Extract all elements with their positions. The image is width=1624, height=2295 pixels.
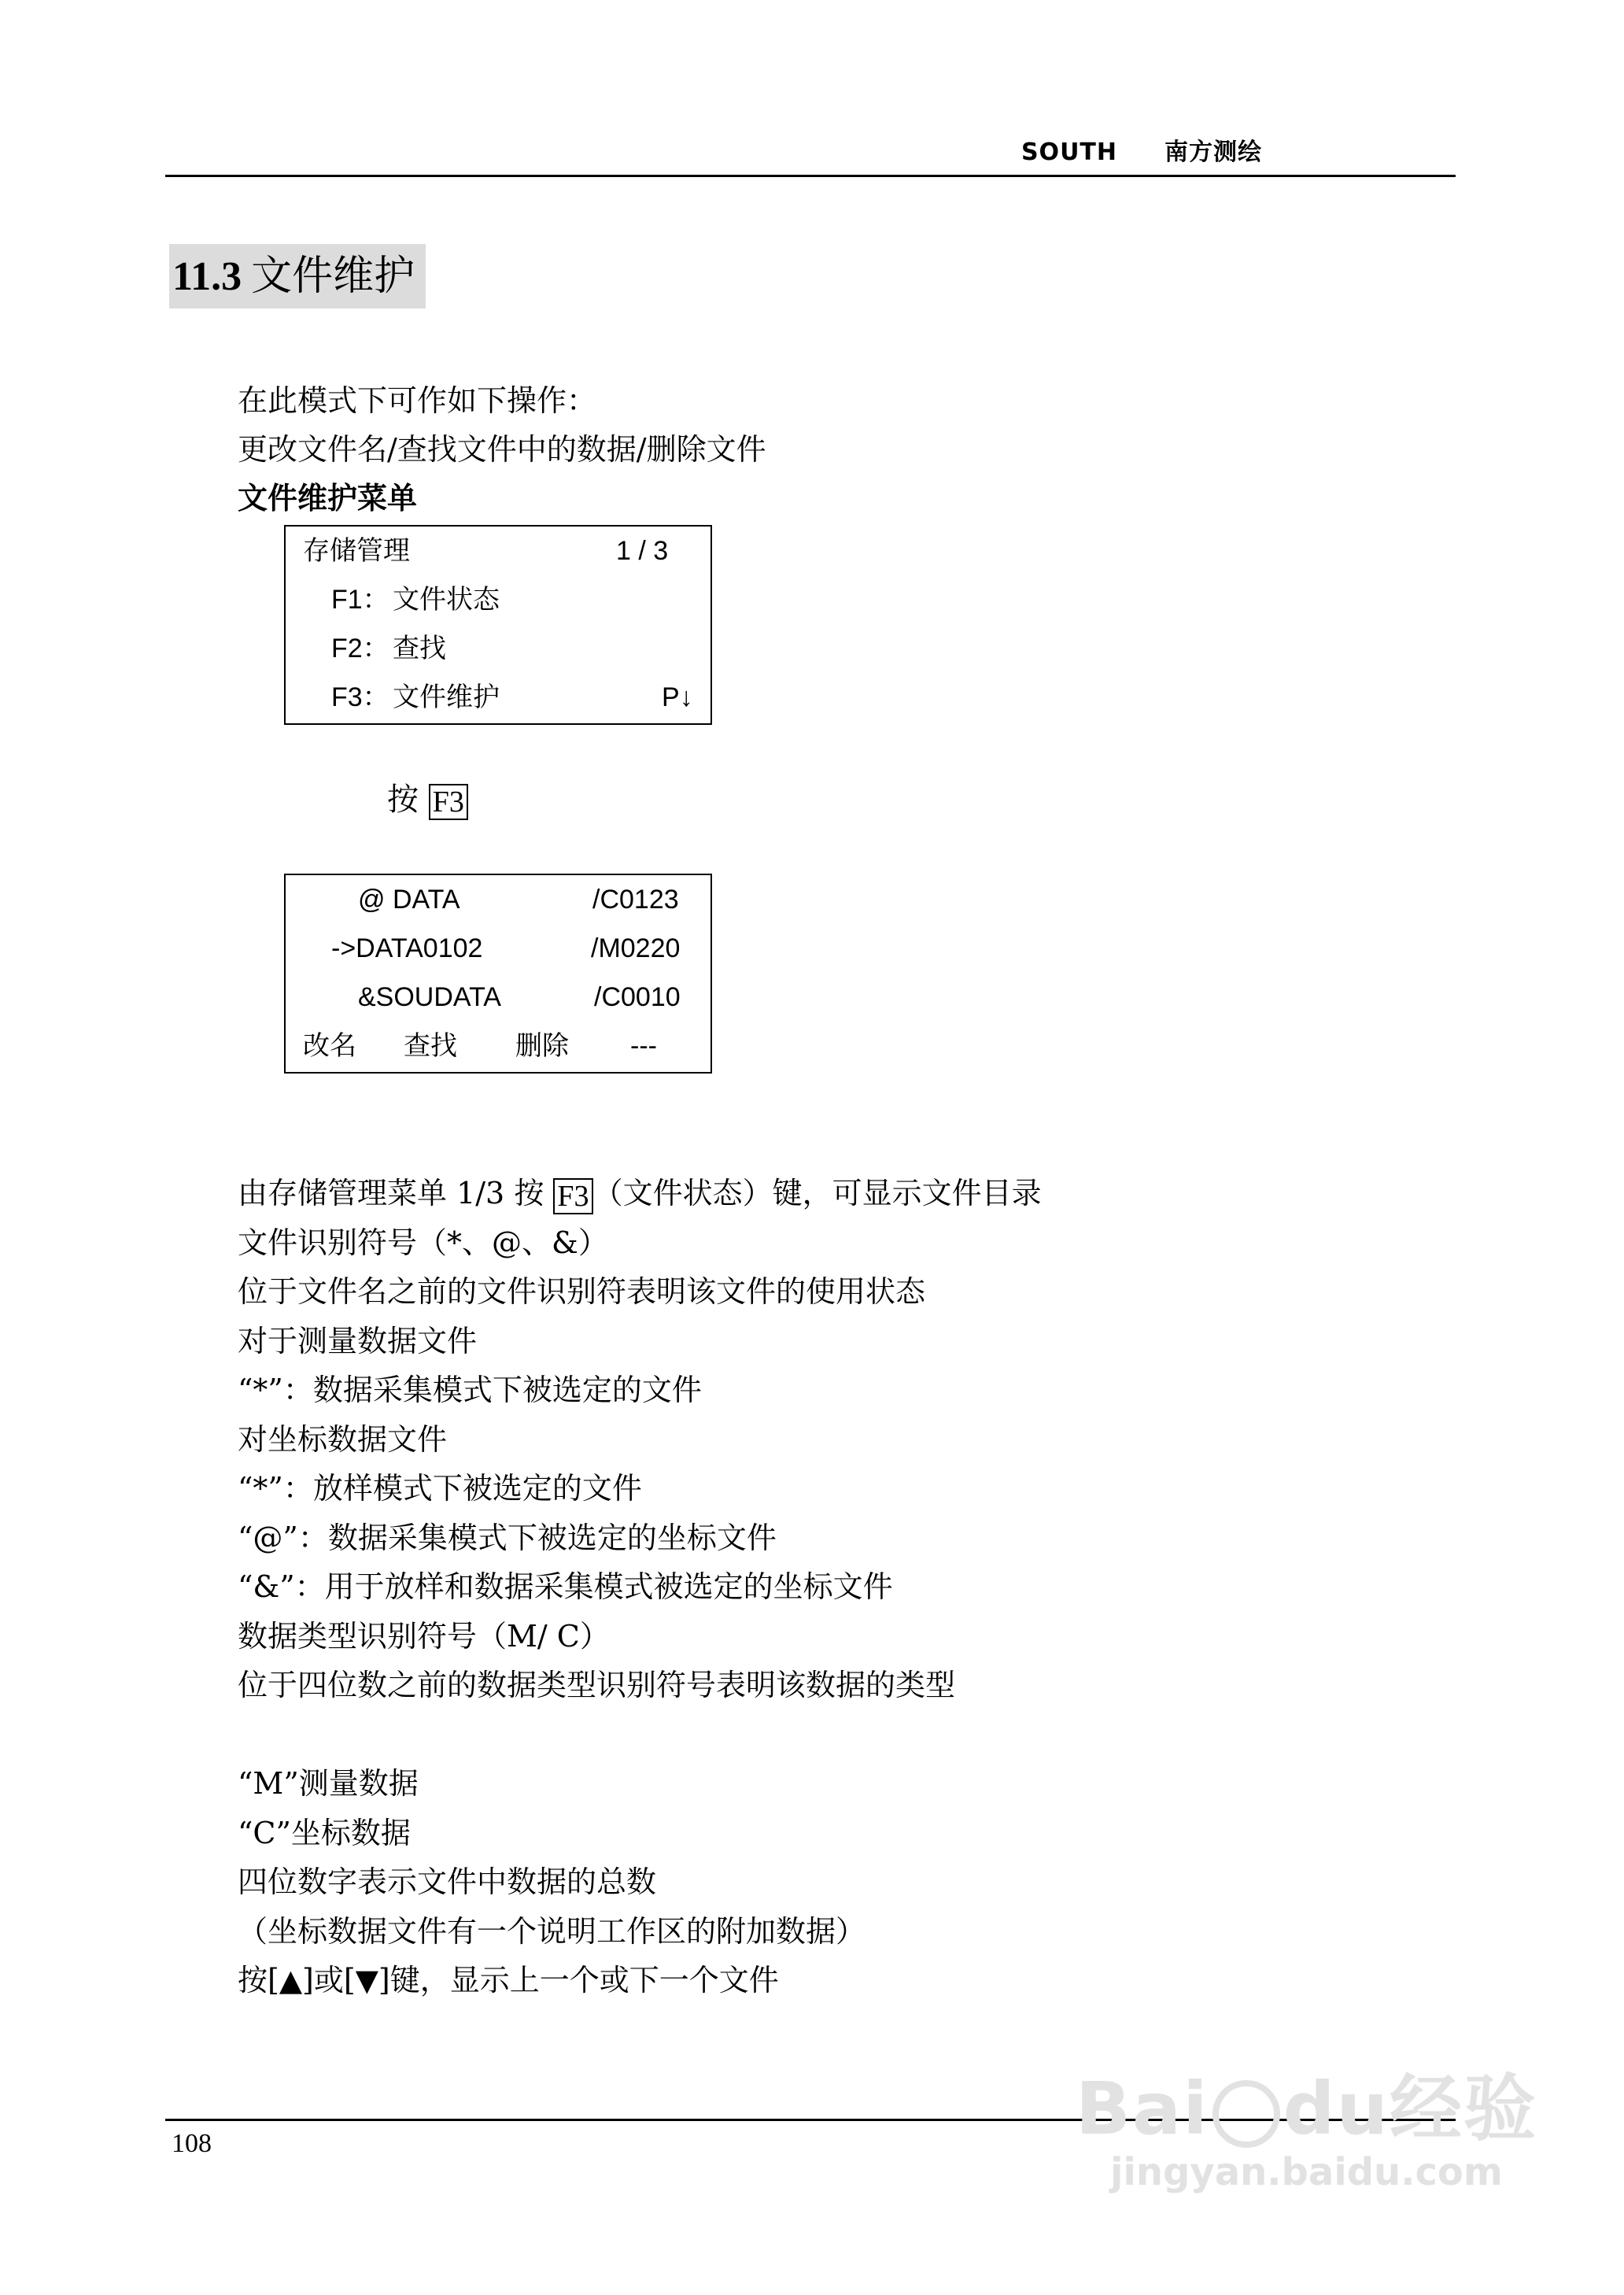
body-line: 位于文件名之前的文件识别符表明该文件的使用状态 <box>238 1274 926 1309</box>
page-down-indicator: P↓ <box>662 682 693 712</box>
file-count: /C0123 <box>592 885 679 915</box>
section-number: 11.3 <box>172 254 242 299</box>
screen-page: 1 / 3 <box>616 536 669 566</box>
menu-item-f2[interactable] <box>286 624 710 673</box>
body-first-suffix: （文件状态）键，可显示文件目录 <box>592 1176 1042 1210</box>
body-line: 四位数字表示文件中数据的总数 <box>238 1864 657 1899</box>
menu-key: F2： <box>331 634 389 663</box>
file-row[interactable] <box>286 973 710 1022</box>
menu-item-f3[interactable] <box>286 673 710 722</box>
body-gap <box>238 1710 1042 1760</box>
body-line: 数据类型识别符号（M/ C） <box>238 1618 610 1654</box>
softkey-rename[interactable]: 改名 <box>303 1031 356 1061</box>
body-line: （坐标数据文件有一个说明工作区的附加数据） <box>238 1913 866 1949</box>
body-line-first <box>238 1169 1042 1218</box>
body-line: “C”坐标数据 <box>238 1815 411 1850</box>
body-line: “M”测量数据 <box>238 1766 419 1801</box>
file-row[interactable] <box>286 875 710 924</box>
body-line: “@”：数据采集模式下被选定的坐标文件 <box>238 1520 777 1555</box>
page-number: 108 <box>172 2129 212 2158</box>
body-text <box>238 1169 1042 2005</box>
body-line: “&”：用于放样和数据采集模式被选定的坐标文件 <box>238 1569 893 1604</box>
watermark-url: jingyan.baidu.com <box>1109 2150 1503 2194</box>
body-line: 对坐标数据文件 <box>238 1421 448 1457</box>
press-prefix: 按 <box>387 782 419 818</box>
section-title-text: 文件维护 <box>251 253 415 300</box>
body-line: 按[▲]或[▼]键，显示上一个或下一个文件 <box>238 1963 779 1998</box>
press-instruction <box>387 775 468 824</box>
body-line: 文件识别符号（*、@、&） <box>238 1225 608 1260</box>
body-line: 对于测量数据文件 <box>238 1323 478 1358</box>
watermark-logo: Bai du经验 <box>1075 2067 1537 2151</box>
body-first-prefix: 由存储管理菜单 1/3 按 <box>238 1176 544 1210</box>
header-rule <box>165 175 1456 177</box>
menu-label: 查找 <box>393 634 446 663</box>
body-line: 位于四位数之前的数据类型识别符号表明该数据的类型 <box>238 1668 956 1702</box>
brand-cn: 南方测绘 <box>1164 139 1262 166</box>
memory-menu-screen <box>284 525 712 725</box>
intro-line-2: 更改文件名/查找文件中的数据/删除文件 <box>238 432 766 467</box>
file-list-screen <box>284 874 712 1074</box>
menu-label: 文件状态 <box>393 585 500 615</box>
menu-key: F1： <box>331 585 389 615</box>
screen-title-row <box>286 527 710 575</box>
file-name: ->DATA0102 <box>331 933 483 963</box>
softkey-search[interactable]: 查找 <box>404 1031 457 1061</box>
file-name: &SOUDATA <box>358 982 501 1012</box>
intro-line-1: 在此模式下可作如下操作： <box>238 383 597 418</box>
softkey-delete[interactable]: 删除 <box>515 1031 569 1061</box>
file-count: /M0220 <box>591 933 681 963</box>
body-line: “*”：数据采集模式下被选定的文件 <box>238 1373 702 1407</box>
brand-en: SOUTH <box>1021 139 1117 166</box>
header-brand <box>1021 132 1262 167</box>
menu-label: 文件维护 <box>393 682 500 712</box>
section-title <box>169 244 426 309</box>
baidu-watermark <box>1075 2067 1537 2196</box>
softkey-empty: --- <box>630 1031 657 1061</box>
file-count: /C0010 <box>594 982 681 1012</box>
paw-icon <box>1212 2080 1280 2148</box>
body-line: “*”：放样模式下被选定的文件 <box>238 1471 642 1506</box>
screen-title: 存储管理 <box>303 536 410 566</box>
key-f3-inline: F3 <box>553 1178 592 1214</box>
menu-key: F3： <box>331 682 389 712</box>
key-f3: F3 <box>429 784 468 820</box>
file-name: @ DATA <box>358 885 460 915</box>
file-row[interactable] <box>286 924 710 973</box>
softkey-row <box>286 1022 710 1070</box>
menu-title: 文件维护菜单 <box>238 481 418 516</box>
menu-item-f1[interactable] <box>286 575 710 624</box>
